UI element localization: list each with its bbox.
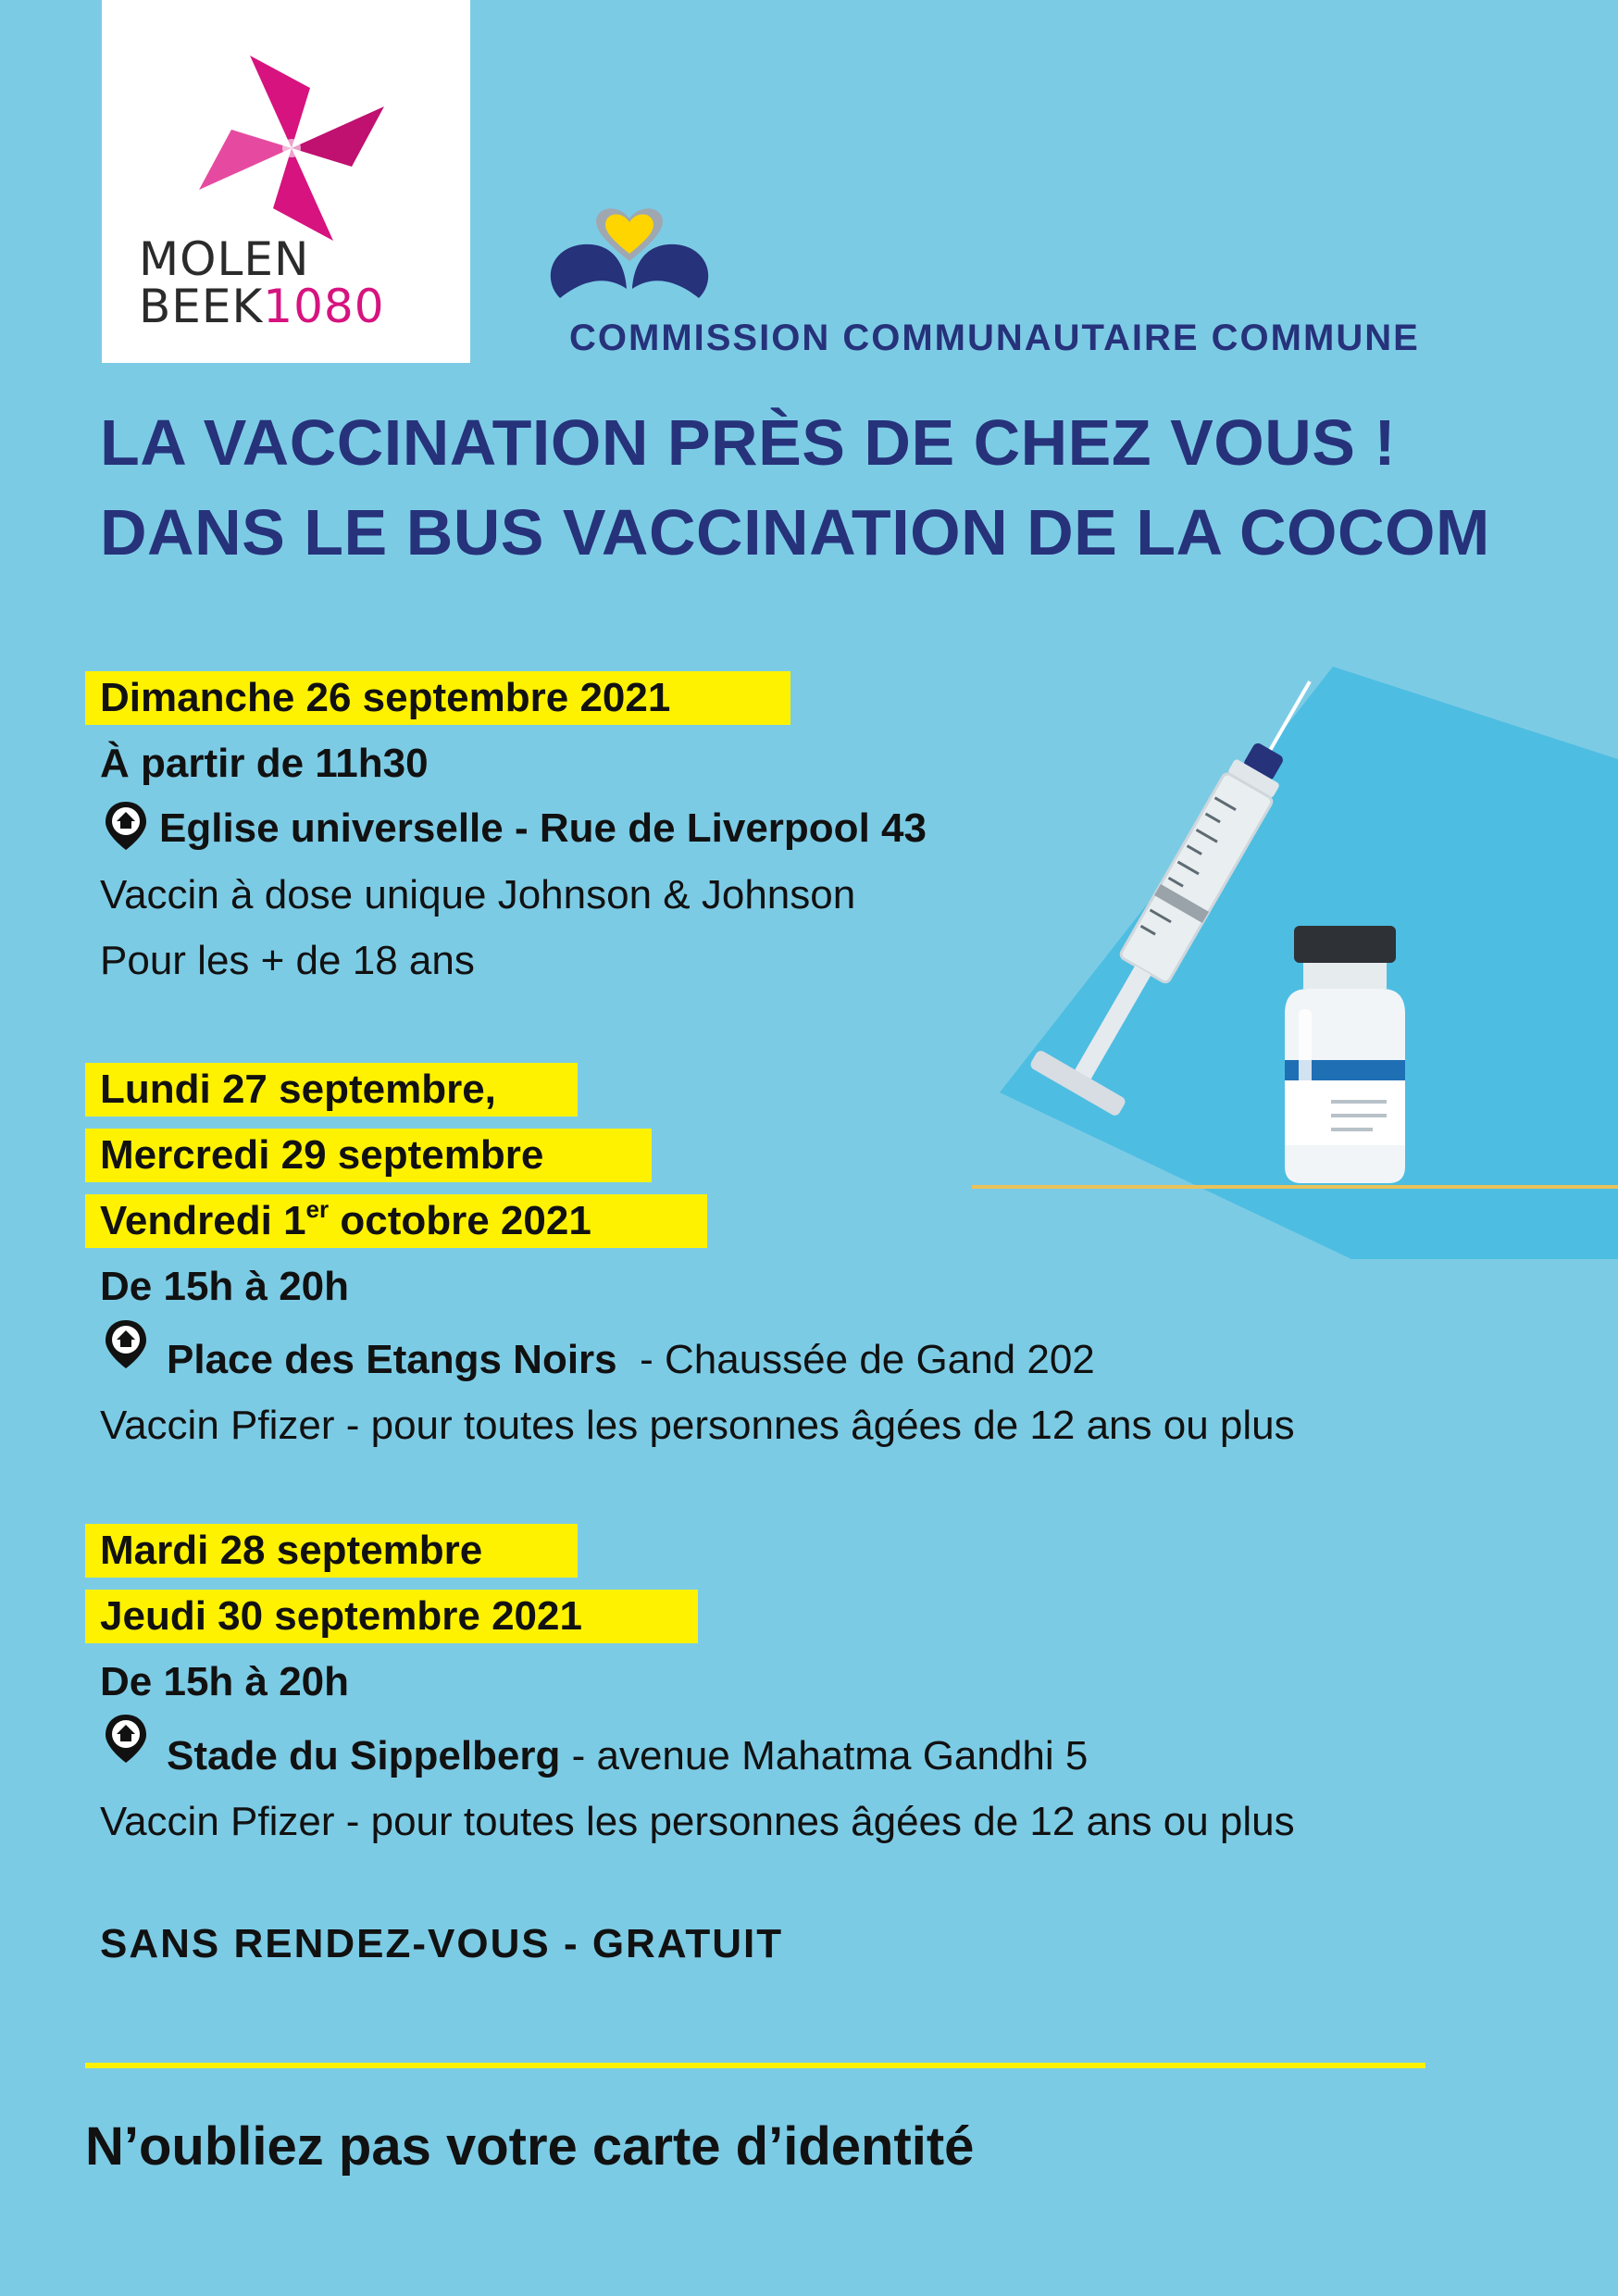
heart-drops-icon <box>541 206 717 312</box>
cocom-name: COMMISSION COMMUNAUTAIRE COMMUNE <box>569 318 1420 358</box>
logo-1080: 1080 <box>263 280 385 333</box>
page-title: LA VACCINATION PRÈS DE CHEZ VOUS ! <box>100 406 1397 479</box>
event-2-date-3-suffix: octobre 2021 <box>329 1198 591 1243</box>
event-2-date-1: Lundi 27 septembre, <box>100 1067 496 1112</box>
event-3-date-1: Mardi 28 septembre <box>100 1528 483 1573</box>
pinwheel-icon <box>199 56 384 241</box>
divider <box>85 2063 1425 2068</box>
event-3-vaccine: Vaccin Pfizer - pour toutes les personnes âgées de 12 ans ou plus <box>100 1799 1295 1844</box>
event-1-vaccine: Vaccin à dose unique Johnson & Johnson <box>100 872 856 917</box>
logo-line-2 <box>139 281 385 332</box>
location-pin-icon <box>100 798 152 852</box>
free-no-appointment: SANS RENDEZ-VOUS - GRATUIT <box>100 1921 784 1966</box>
event-1-date: Dimanche 26 septembre 2021 <box>100 675 671 720</box>
event-2-location <box>167 1333 1095 1387</box>
event-2-address: - Chaussée de Gand 202 <box>616 1337 1095 1382</box>
event-1-time: À partir de 11h30 <box>100 741 429 786</box>
event-3-location <box>167 1729 1088 1783</box>
id-card-reminder: N’oubliez pas votre carte d’identité <box>85 2116 975 2177</box>
event-2-date-3-sup: er <box>305 1195 330 1223</box>
event-1-place: Eglise universelle - Rue de Liverpool 43 <box>159 805 927 851</box>
event-3-date-2: Jeudi 30 septembre 2021 <box>100 1593 582 1639</box>
event-3-address: - avenue Mahatma Gandhi 5 <box>560 1733 1089 1778</box>
event-2-date-3-prefix: Vendredi 1 <box>100 1198 306 1243</box>
event-2-vaccine: Vaccin Pfizer - pour toutes les personnes âgées de 12 ans ou plus <box>100 1403 1295 1448</box>
molenbeek-logo <box>102 0 470 363</box>
vaccine-illustration <box>972 667 1618 1259</box>
logo-line-1: MOLEN <box>139 232 310 286</box>
logo-beek: BEEK <box>139 280 264 333</box>
page-subtitle: DANS LE BUS VACCINATION DE LA COCOM <box>100 496 1490 568</box>
event-3-time: De 15h à 20h <box>100 1659 350 1704</box>
event-2-time: De 15h à 20h <box>100 1264 350 1309</box>
location-pin-icon <box>100 1316 152 1370</box>
event-1-audience: Pour les + de 18 ans <box>100 938 475 983</box>
location-pin-icon <box>100 1711 152 1765</box>
event-2-date-2: Mercredi 29 septembre <box>100 1132 544 1178</box>
event-2-place: Place des Etangs Noirs <box>167 1337 617 1382</box>
event-2-date-3 <box>100 1194 591 1248</box>
event-3-place: Stade du Sippelberg <box>167 1733 561 1778</box>
